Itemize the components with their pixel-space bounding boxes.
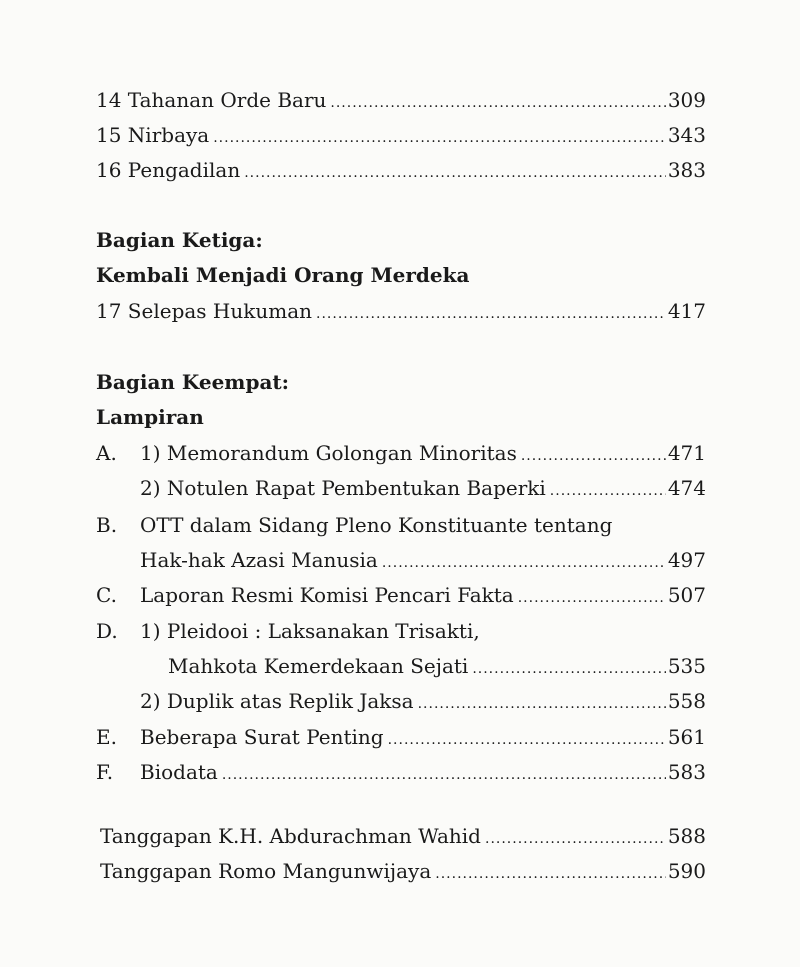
dot-leader [418,690,666,718]
toc-page-number: 343 [667,123,706,147]
toc-page-number: 497 [667,548,706,572]
dot-leader [521,442,666,470]
toc-entry-title: 15 Nirbaya [96,123,210,147]
appendix-letter-f: F. [96,760,114,784]
toc-entry-title: Biodata [140,760,218,784]
toc-entry-appendix-c[interactable] [140,581,706,612]
toc-entry-title: 17 Selepas Hukuman [96,299,313,323]
dot-leader [330,89,665,117]
appendix-letter-b: B. [96,513,118,537]
toc-entry-appendix-e[interactable] [140,723,706,754]
part-four-heading-line1: Bagian Keempat: [96,370,290,394]
dot-leader [382,549,666,577]
toc-entry-response-mangunwijaya[interactable] [100,857,706,888]
toc-entry-appendix-a-1[interactable] [140,439,706,470]
toc-entry-title: Laporan Resmi Komisi Pencari Fakta [140,583,514,607]
toc-page-number: 309 [667,88,706,112]
toc-entry-title: 14 Tahanan Orde Baru [96,88,327,112]
dot-leader [485,825,666,853]
toc-page-number: 507 [667,583,706,607]
toc-entry-title: Mahkota Kemerdekaan Sejati [168,654,469,678]
toc-entry-appendix-d-1[interactable] [168,652,706,683]
toc-page-number: 535 [667,654,706,678]
toc-entry-chapter-14[interactable] [96,86,706,117]
toc-entry-title: Beberapa Surat Penting [140,725,384,749]
toc-page-number: 583 [667,760,706,784]
toc-entry-title: 16 Pengadilan [96,158,241,182]
toc-entry-chapter-17[interactable] [96,297,706,328]
toc-entry-response-wahid[interactable] [100,822,706,853]
toc-entry-appendix-b-line1[interactable]: OTT dalam Sidang Pleno Konstituante tentang [140,513,613,537]
toc-page-number: 561 [667,725,706,749]
toc-entry-title: 2) Duplik atas Replik Jaksa [140,689,414,713]
toc-entry-chapter-15[interactable] [96,121,706,152]
appendix-letter-c: C. [96,583,117,607]
part-three-heading-line1: Bagian Ketiga: [96,228,263,252]
dot-leader [222,761,666,789]
dot-leader [518,584,666,612]
toc-page-number: 471 [667,441,706,465]
toc-page-number: 474 [667,476,706,500]
toc-page-number: 590 [667,859,706,883]
part-three-heading-line2: Kembali Menjadi Orang Merdeka [96,263,470,287]
toc-entry-title: 1) Memorandum Golongan Minoritas [140,441,517,465]
dot-leader [435,860,666,888]
toc-entry-title: Tanggapan K.H. Abdurachman Wahid [100,824,481,848]
toc-page-number: 383 [667,158,706,182]
toc-entry-appendix-d-line1[interactable]: 1) Pleidooi : Laksanakan Trisakti, [140,619,480,643]
toc-page-number: 588 [667,824,706,848]
toc-entry-title: 2) Notulen Rapat Pembentukan Baperki [140,476,546,500]
toc-entry-title: Hak-hak Azasi Manusia [140,548,378,572]
toc-entry-chapter-16[interactable] [96,156,706,187]
dot-leader [388,726,666,754]
toc-entry-appendix-f[interactable] [140,758,706,789]
toc-entry-title: Tanggapan Romo Mangunwijaya [100,859,432,883]
toc-entry-appendix-a-2[interactable] [140,474,706,505]
dot-leader [316,300,666,328]
toc-page-number: 417 [667,299,706,323]
dot-leader [472,655,666,683]
part-four-heading-line2: Lampiran [96,405,204,429]
toc-page-number: 558 [667,689,706,713]
dot-leader [550,477,666,505]
appendix-letter-d: D. [96,619,118,643]
dot-leader [244,159,666,187]
dot-leader [213,124,666,152]
toc-entry-appendix-b[interactable] [140,546,706,577]
appendix-letter-e: E. [96,725,117,749]
toc-entry-appendix-d-2[interactable] [140,687,706,718]
appendix-letter-a: A. [96,441,117,465]
